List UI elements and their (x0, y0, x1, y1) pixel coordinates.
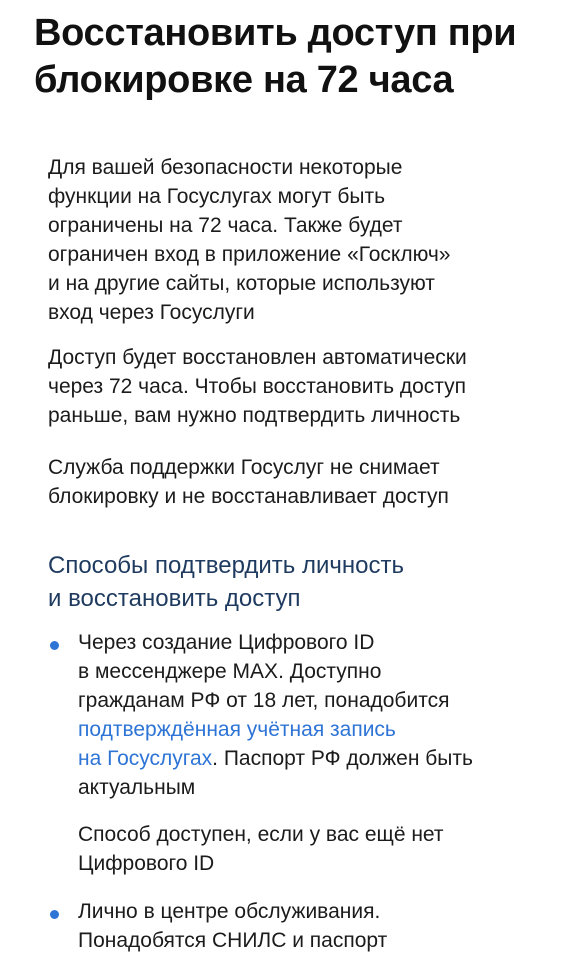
page-title (34, 10, 564, 104)
method-text-line: гражданам РФ от 18 лет, понадобится (78, 689, 450, 712)
method-text-line: в мессенджере MAX. Доступно (78, 660, 382, 683)
security-info-paragraph: Для вашей безопасности некоторые функции на Госуслугах могут быть ограничены на 72 часа. Также будет ограничен вход в приложение «Госключ» и на другие сайты, которые используют вход через Госуслуги (48, 156, 451, 324)
method-text-line: Понадобятся СНИЛС и паспорт (78, 929, 388, 952)
page-title-line-2: блокировке на 72 часа (34, 59, 454, 101)
bullet-dot-icon (50, 641, 59, 650)
verified-account-link[interactable]: подтверждённая учётная запись (78, 718, 396, 741)
verified-account-link-continued[interactable]: на Госуслугах (78, 747, 213, 770)
method-text-line: Лично в центре обслуживания. (78, 900, 381, 923)
method-text-line: Через создание Цифрового ID (78, 631, 375, 654)
auto-restore-paragraph: Доступ будет восстановлен автоматически через 72 часа. Чтобы восстановить доступ раньше, вам нужно подтвердить личность (48, 346, 467, 427)
method-text-line: . Паспорт РФ должен быть (212, 747, 473, 770)
method-text-line: актуальным (78, 776, 196, 799)
method-service-center-text (78, 897, 548, 955)
bullet-dot-icon (50, 910, 59, 919)
method-digital-id-text (78, 628, 548, 802)
support-info-paragraph: Служба поддержки Госуслуг не снимает блокировку и не восстанавливает доступ (48, 456, 449, 508)
section-title: Способы подтвердить личность и восстановить доступ (48, 552, 404, 612)
method-availability-note: Способ доступен, если у вас ещё нет Цифрового ID (78, 823, 444, 875)
page-title-line-1: Восстановить доступ при (34, 12, 517, 54)
